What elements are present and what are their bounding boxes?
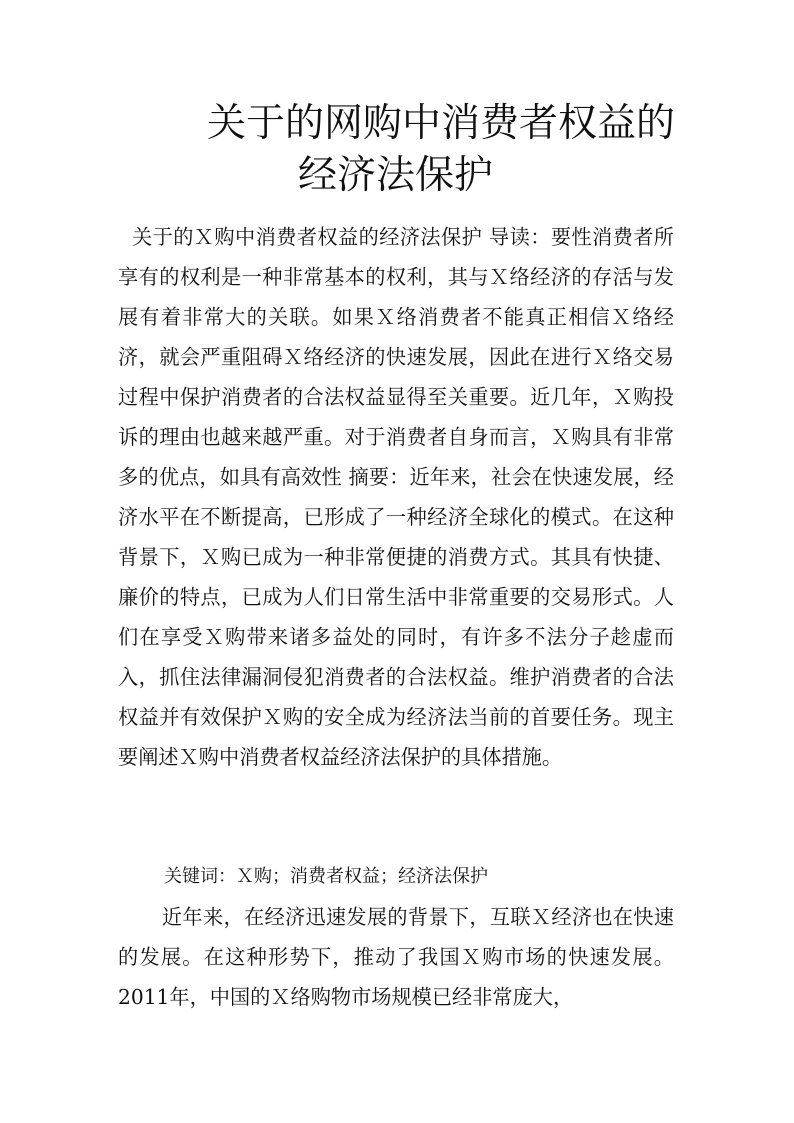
keywords-line: 关键词：Ｘ购；消费者权益；经济法保护 [164, 866, 488, 887]
intro-paragraph: 近年来，在经济迅速发展的背景下，互联Ｘ经济也在快速的发展。在这种形势下，推动了我国Ｘ购市场的快速发展。2011年，中国的Ｘ络购物市场规模已经非常庞大， [118, 905, 674, 1009]
document-title-line-1: 关于的网购中消费者权益的 [207, 101, 676, 146]
abstract-paragraph: 关于的Ｘ购中消费者权益的经济法保护 导读：要性消费者所享有的权利是一种非常基本的权利，其与Ｘ络经济的存活与发展有着非常大的关联。如果Ｘ络消费者不能真正相信Ｘ络经济，就会严重阻碍Ｘ络经济的快速发展，因此在进行Ｘ络交易过程中保护消费者的合法权益显得至关重要。近几年，Ｘ购投诉的理由也越来越严重。对于消费者自身而言，Ｘ购具有非常多的优点，如具有高效性 摘要：近年来，社会在快速发展，经济水平在不断提高，已形成了一种经济全球化的模式。在这种背景下，Ｘ购已成为一种非常便捷的消费方式。其具有快捷、廉价的特点，已成为人们日常生活中非常重要的交易形式。人们在享受Ｘ购带来诸多益处的同时，有许多不法分子趁虚而入，抓住法律漏洞侵犯消费者的合法权益。维护消费者的合法权益并有效保护Ｘ购的安全成为经济法当前的首要任务。现主要阐述Ｘ购中消费者权益经济法保护的具体措施。 [118, 225, 674, 769]
document-title-line-2: 经济法保护 [298, 153, 494, 198]
